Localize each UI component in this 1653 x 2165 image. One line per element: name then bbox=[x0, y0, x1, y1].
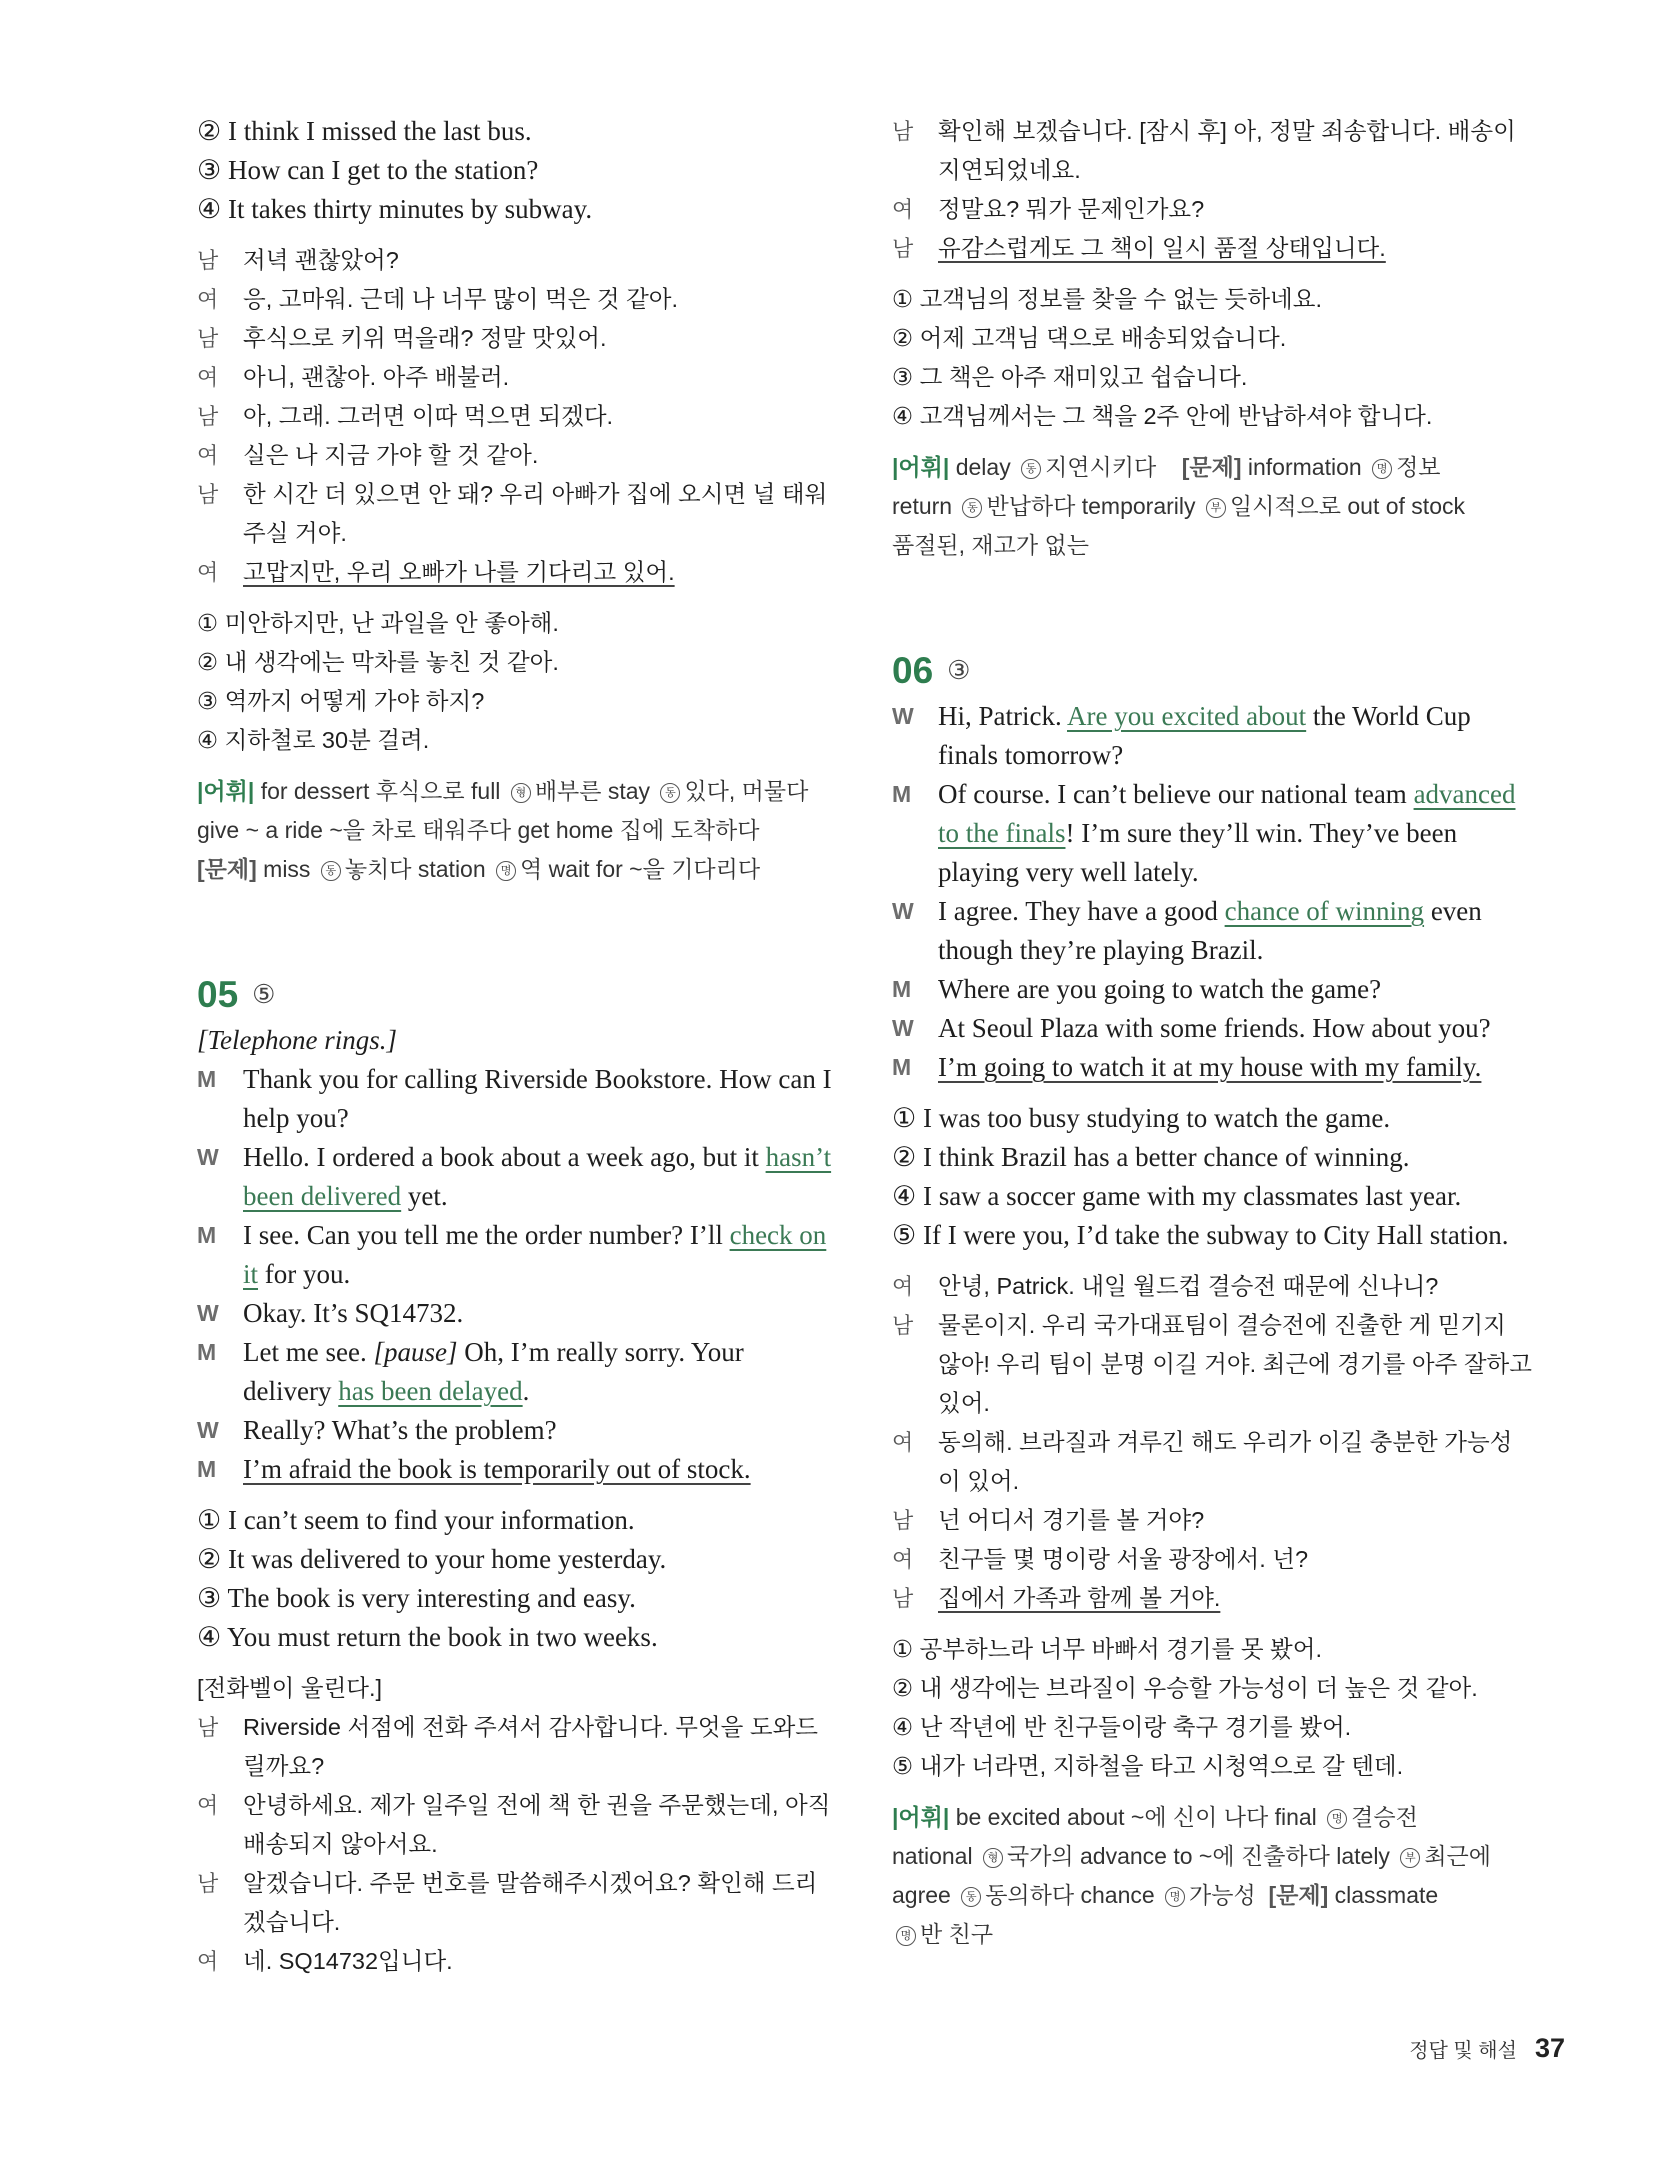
dialog-line: 여 아니, 괜찮아. 아주 배불러. bbox=[197, 364, 510, 390]
dialog-line: W Really? What’s the problem? bbox=[197, 1415, 557, 1445]
option: ① I can’t seem to find your information. bbox=[197, 1505, 635, 1535]
option: ④ It takes thirty minutes by subway. bbox=[197, 194, 593, 224]
vocab-05: |어휘| delay 동 지연시키다 [문제] information 명 정보 return 동 반납하다 temporarily 부 일시적으로 out of stock 품절된, 재고가 없는 bbox=[892, 454, 1465, 558]
stage-direction-ko: [전화벨이 울린다.] bbox=[197, 1675, 383, 1701]
highlight-phrase: hasn’t been delivered bbox=[243, 1142, 832, 1211]
dialog-en-05 bbox=[197, 1060, 837, 1489]
options-en-06 bbox=[892, 1099, 1532, 1255]
section-number: 06 bbox=[892, 650, 934, 691]
dialog-line: 여 응, 고마워. 근데 나 너무 많이 먹은 것 같아. bbox=[197, 286, 679, 312]
option: ⑤ 내가 너라면, 지하철을 타고 시청역으로 갈 텐데. bbox=[892, 1753, 1404, 1779]
highlight-phrase: check on it bbox=[243, 1220, 827, 1289]
option: ③ The book is very interesting and easy. bbox=[197, 1583, 636, 1613]
option: ② 내 생각에는 브라질이 우승할 가능성이 더 높은 것 같아. bbox=[892, 1675, 1478, 1701]
vocab-04: |어휘| for dessert 후식으로 full 형 배부른 stay 동 있다, 머물다 give ~ a ride ~을 차로 태워주다 get home 집에 도착하다 [문제] miss 동 놓치다 station 명 역 wait for ~을 기다리다 bbox=[197, 778, 809, 882]
option: ② It was delivered to your home yesterday. bbox=[197, 1544, 667, 1574]
option: ① 고객님의 정보를 찾을 수 없는 듯하네요. bbox=[892, 286, 1322, 312]
options-en-05 bbox=[197, 1501, 837, 1657]
highlight-phrase: advanced to the finals bbox=[938, 779, 1516, 848]
dialog-line: 여 동의해. 브라질과 겨루긴 해도 우리가 이길 충분한 가능성이 있어. bbox=[892, 1429, 1513, 1494]
dialog-line: 남 물론이지. 우리 국가대표팀이 결승전에 진출한 게 믿기지 않아! 우리 팀이 분명 이길 거야. 최근에 경기를 아주 잘하고 있어. bbox=[892, 1312, 1532, 1416]
dialog-line: W Hi, Patrick. Are you excited about the World Cup finals tomorrow? bbox=[892, 701, 1471, 770]
dialog-line: M Where are you going to watch the game? bbox=[892, 974, 1382, 1004]
dialog-line: 여 친구들 몇 명이랑 서울 광장에서. 넌? bbox=[892, 1546, 1309, 1572]
highlight-phrase: chance of winning bbox=[1224, 896, 1425, 926]
left-column bbox=[197, 112, 837, 1981]
dialog-line: 여 안녕, Patrick. 내일 월드컵 결승전 때문에 신나니? bbox=[892, 1273, 1439, 1299]
dialog-line: W I agree. They have a good chance of winning even though they’re playing Brazil. bbox=[892, 896, 1482, 965]
stage-direction: [Telephone rings.] bbox=[197, 1025, 398, 1055]
option: ① 미안하지만, 난 과일을 안 좋아해. bbox=[197, 610, 559, 636]
dialog-line: 남 유감스럽게도 그 책이 일시 품절 상태입니다. bbox=[892, 235, 1386, 261]
option: ② 내 생각에는 막차를 놓친 것 같아. bbox=[197, 649, 559, 675]
footer-label: 정답 및 해설 bbox=[1409, 2040, 1517, 2062]
section-number: 05 bbox=[197, 974, 239, 1015]
option: ④ You must return the book in two weeks. bbox=[197, 1622, 658, 1652]
page-footer bbox=[1409, 2033, 1565, 2064]
dialog-line: 여 고맙지만, 우리 오빠가 나를 기다리고 있어. bbox=[197, 559, 675, 585]
page-number: 37 bbox=[1534, 2033, 1565, 2063]
dialog-line: W Okay. It’s SQ14732. bbox=[197, 1298, 464, 1328]
dialog-line: 남 한 시간 더 있으면 안 돼? 우리 아빠가 집에 오시면 널 태워주실 거야. bbox=[197, 481, 828, 546]
option: ⑤ If I were you, I’d take the subway to City Hall station. bbox=[892, 1220, 1509, 1250]
option: ② I think I missed the last bus. bbox=[197, 116, 532, 146]
dialog-line: M I’m going to watch it at my house with my family. bbox=[892, 1052, 1482, 1082]
dialog-line: W Hello. I ordered a book about a week ago, but it hasn’t been delivered yet. bbox=[197, 1142, 832, 1211]
option: ④ 지하철로 30분 걸려. bbox=[197, 727, 430, 753]
section-header-06 bbox=[892, 645, 1532, 697]
dialog-line: 남 Riverside 서점에 전화 주셔서 감사합니다. 무엇을 도와드릴까요? bbox=[197, 1714, 818, 1779]
option: ④ 고객님께서는 그 책을 2주 안에 반납하셔야 합니다. bbox=[892, 403, 1433, 429]
dialog-line: 남 알겠습니다. 주문 번호를 말씀해주시겠어요? 확인해 드리겠습니다. bbox=[197, 1870, 818, 1935]
dialog-ko-05b bbox=[892, 112, 1532, 268]
dialog-line: 남 넌 어디서 경기를 볼 거야? bbox=[892, 1507, 1205, 1533]
dialog-line: 남 후식으로 키위 먹을래? 정말 맛있어. bbox=[197, 325, 607, 351]
dialog-line: 여 정말요? 뭐가 문제인가요? bbox=[892, 196, 1205, 222]
dialog-line: 여 안녕하세요. 제가 일주일 전에 책 한 권을 주문했는데, 아직 배송되지 않아서요. bbox=[197, 1792, 831, 1857]
option: ① 공부하느라 너무 바빠서 경기를 못 봤어. bbox=[892, 1636, 1322, 1662]
dialog-line: 남 집에서 가족과 함께 볼 거야. bbox=[892, 1585, 1221, 1611]
dialog-ko-05a bbox=[197, 1708, 837, 1981]
section-header-05 bbox=[197, 969, 837, 1021]
options-top bbox=[197, 112, 837, 229]
dialog-line: 여 실은 나 지금 가야 할 것 같아. bbox=[197, 442, 539, 468]
dialog-line: 남 저녁 괜찮았어? bbox=[197, 247, 399, 273]
options-ko-04 bbox=[197, 604, 837, 760]
option: ④ I saw a soccer game with my classmates last year. bbox=[892, 1181, 1462, 1211]
right-column bbox=[892, 112, 1532, 1954]
section-answer: ⑤ bbox=[252, 980, 276, 1009]
dialog-ko-04 bbox=[197, 241, 837, 592]
vocab-06: |어휘| be excited about ~에 신이 나다 final 명 결승전 national 형 국가의 advance to ~에 진출하다 lately 부 최근에 agree 동 동의하다 chance 명 가능성 [문제] classmate 명 반 친구 bbox=[892, 1804, 1491, 1947]
dialog-line: M I’m afraid the book is temporarily out of stock. bbox=[197, 1454, 751, 1484]
dialog-line: M I see. Can you tell me the order number? I’ll check on it for you. bbox=[197, 1220, 827, 1289]
dialog-line: M Thank you for calling Riverside Bookstore. How can I help you? bbox=[197, 1064, 832, 1133]
option: ④ 난 작년에 반 친구들이랑 축구 경기를 봤어. bbox=[892, 1714, 1352, 1740]
option: ① I was too busy studying to watch the game. bbox=[892, 1103, 1391, 1133]
option: ③ 그 책은 아주 재미있고 쉽습니다. bbox=[892, 364, 1248, 390]
dialog-line: 남 아, 그래. 그러면 이따 먹으면 되겠다. bbox=[197, 403, 614, 429]
dialog-line: M Of course. I can’t believe our national team advanced to the finals! I’m sure they’ll win. They’ve been playing very well lately. bbox=[892, 779, 1516, 887]
dialog-en-06 bbox=[892, 697, 1532, 1087]
option: ② I think Brazil has a better chance of winning. bbox=[892, 1142, 1410, 1172]
highlight-phrase: Are you excited about bbox=[1067, 701, 1307, 731]
options-ko-06 bbox=[892, 1630, 1532, 1786]
options-ko-05 bbox=[892, 280, 1532, 436]
dialog-line: 여 네. SQ14732입니다. bbox=[197, 1948, 453, 1974]
option: ② 어제 고객님 댁으로 배송되었습니다. bbox=[892, 325, 1287, 351]
section-answer: ③ bbox=[947, 656, 971, 685]
highlight-phrase: has been delayed bbox=[338, 1376, 523, 1406]
option: ③ How can I get to the station? bbox=[197, 155, 539, 185]
dialog-line: 남 확인해 보겠습니다. [잠시 후] 아, 정말 죄송합니다. 배송이 지연되었네요. bbox=[892, 118, 1516, 183]
dialog-ko-06 bbox=[892, 1267, 1532, 1618]
dialog-line: M Let me see. [pause] Oh, I’m really sorry. Your delivery has been delayed. bbox=[197, 1337, 744, 1406]
dialog-line: W At Seoul Plaza with some friends. How about you? bbox=[892, 1013, 1491, 1043]
option: ③ 역까지 어떻게 가야 하지? bbox=[197, 688, 485, 714]
